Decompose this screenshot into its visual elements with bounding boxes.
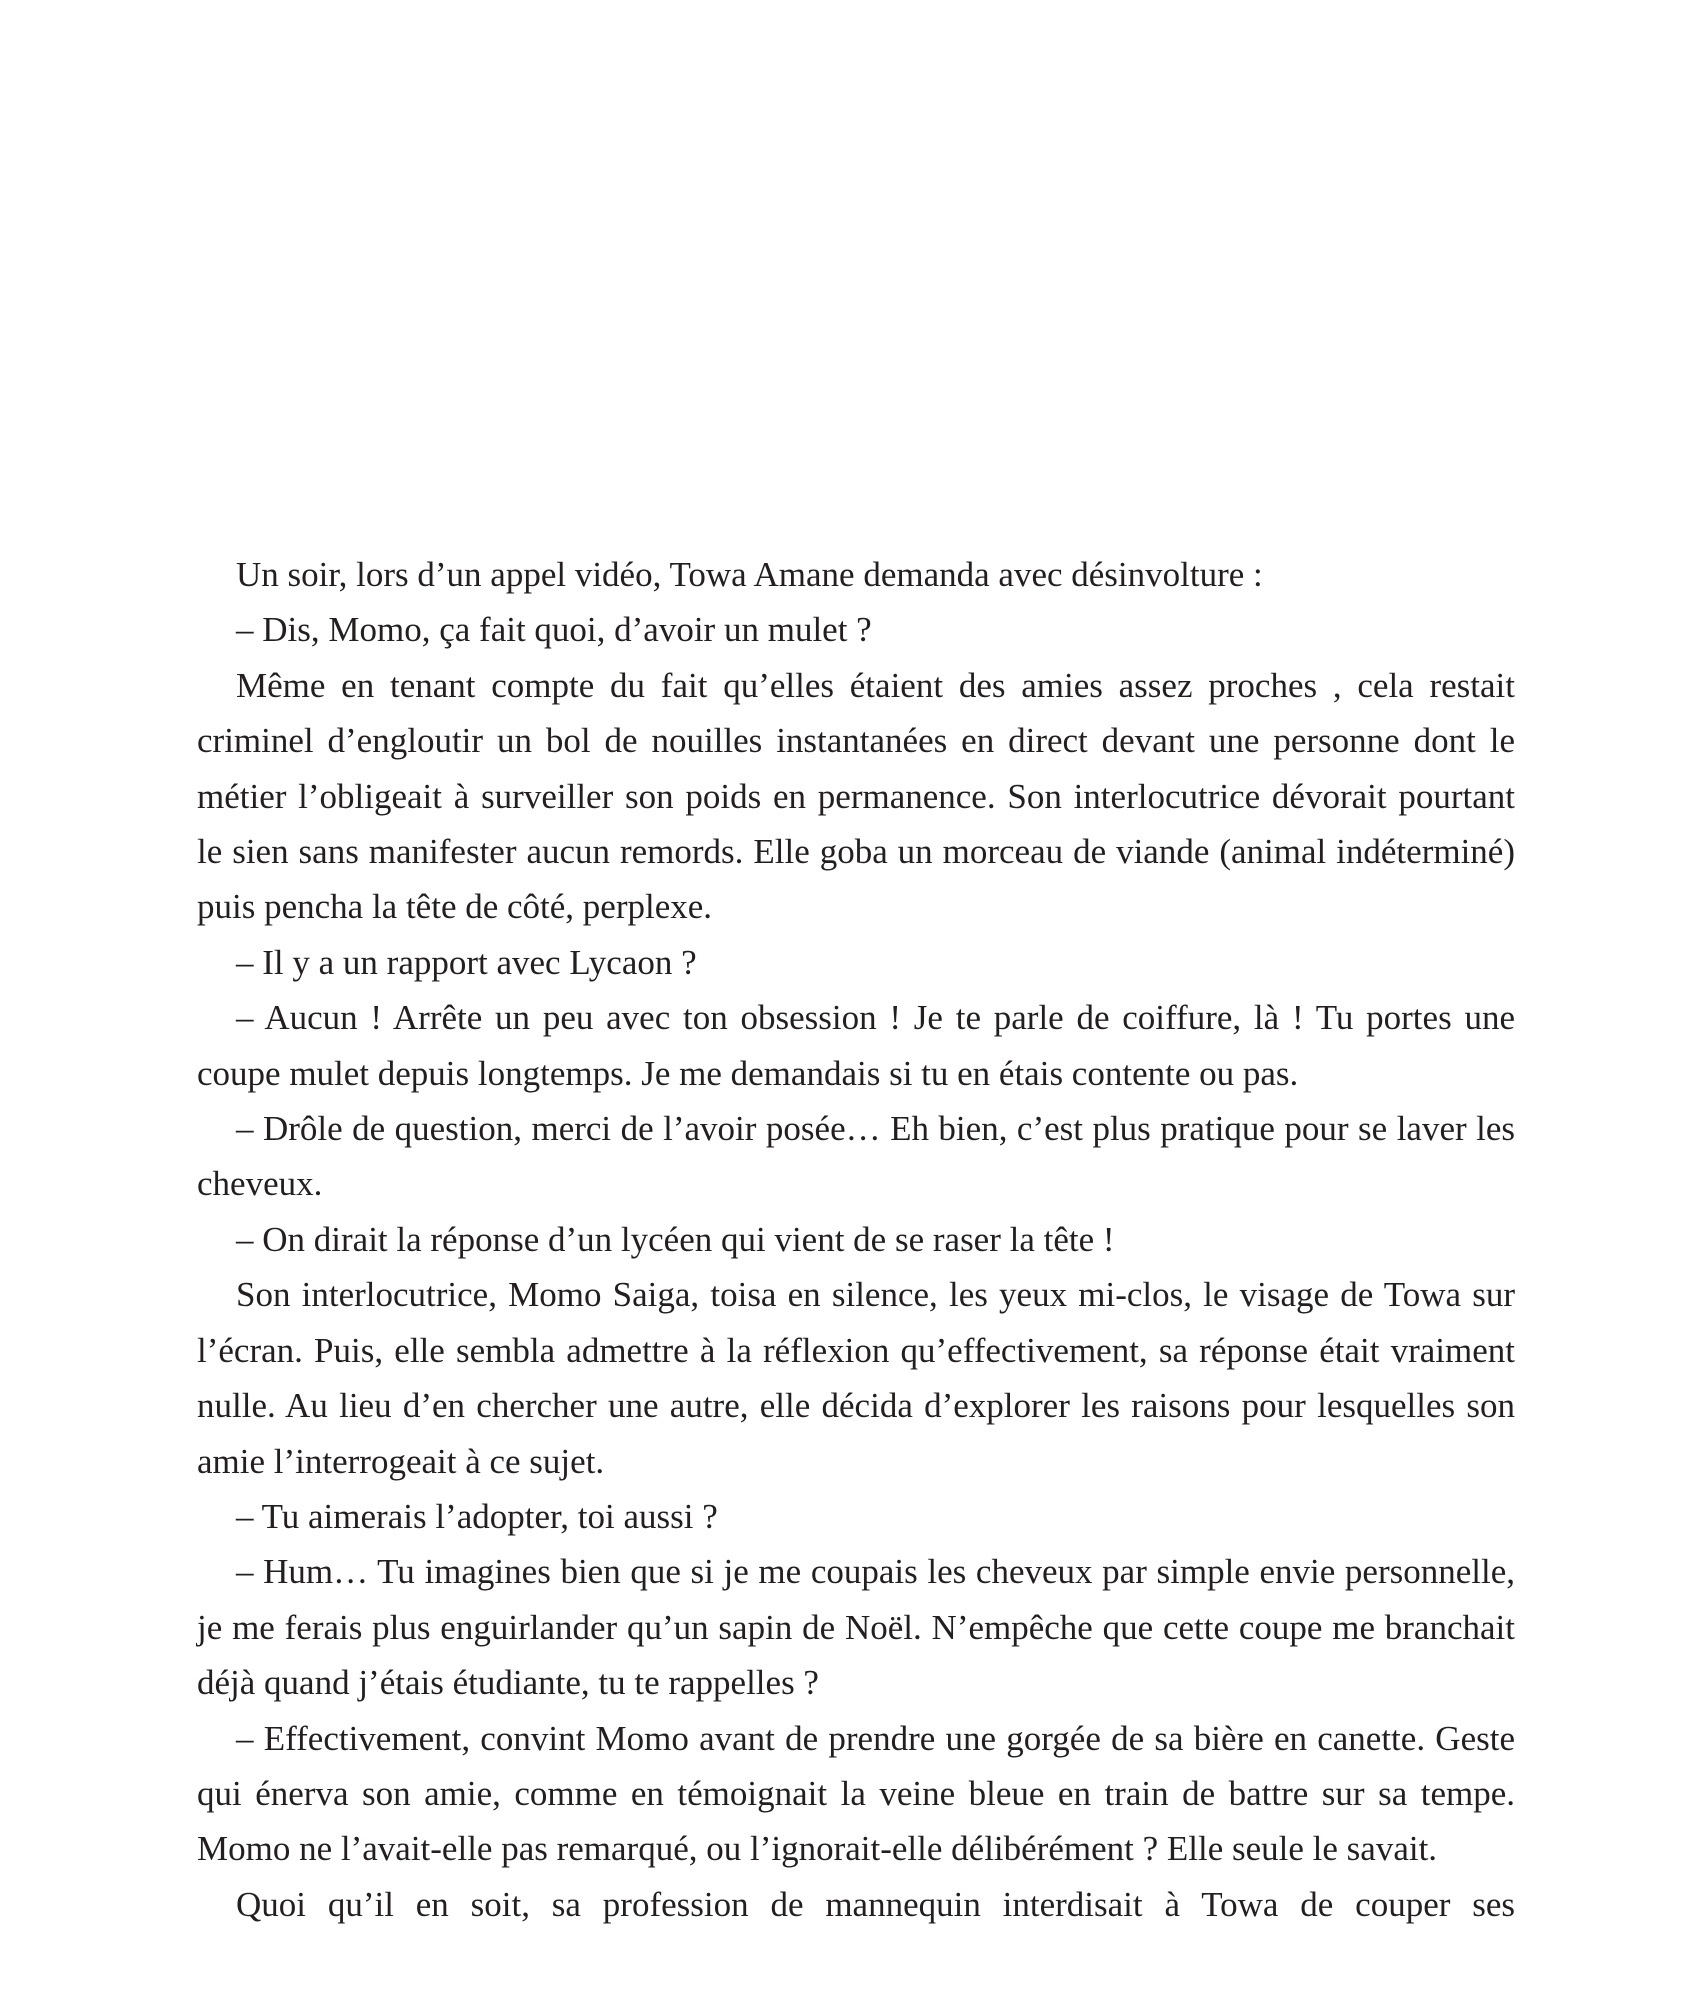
body-text bbox=[197, 547, 1515, 1932]
paragraph: Un soir, lors d’un appel vidéo, Towa Amane demanda avec désinvolture : bbox=[236, 555, 1263, 594]
paragraph: Même en tenant compte du fait qu’elles étaient des amies assez proches , cela restait criminel d’engloutir un bol de nouilles instantanées en direct devant une personne dont le métier l’obligeait à surveiller son poids en permanence. Son interlocutrice dévorait pourtant le sien sans manifester aucun remords. Elle goba un morceau de viande (animal indéterminé) puis pencha la tête de côté, perplexe. bbox=[197, 665, 1515, 927]
paragraph: Quoi qu’il en soit, sa profession de mannequin interdisait à Towa de couper ses bbox=[236, 1884, 1515, 1924]
paragraph: – Hum… Tu imagines bien que si je me coupais les cheveux par simple envie personnelle, je me ferais plus enguirlander qu’un sapin de Noël. N’empêche que cette coupe me branchait déjà quand j’étais étudiante, tu te rappelles ? bbox=[197, 1552, 1515, 1703]
paragraph: – Tu aimerais l’adopter, toi aussi ? bbox=[236, 1496, 718, 1536]
paragraph: – Il y a un rapport avec Lycaon ? bbox=[236, 942, 697, 982]
paragraph: – Effectivement, convint Momo avant de prendre une gorgée de sa bière en canette. Geste qui énerva son amie, comme en témoignait la veine bleue en train de battre sur sa tempe. Momo ne l’avait-elle pas remarqué, ou l’ignorait-elle délibérément ? Elle seule le savait. bbox=[197, 1718, 1515, 1869]
paragraph: – Drôle de question, merci de l’avoir posée… Eh bien, c’est plus pratique pour se laver les cheveux. bbox=[197, 1109, 1515, 1204]
paragraph: – Dis, Momo, ça fait quoi, d’avoir un mulet ? bbox=[236, 610, 872, 650]
paragraph: – On dirait la réponse d’un lycéen qui vient de se raser la tête ! bbox=[236, 1219, 1115, 1259]
paragraph: – Aucun ! Arrête un peu avec ton obsession ! Je te parle de coiffure, là ! Tu portes une coupe mulet depuis longtemps. Je me demandais si tu en étais contente ou pas. bbox=[197, 998, 1515, 1093]
paragraph: Son interlocutrice, Momo Saiga, toisa en silence, les yeux mi-clos, le visage de Towa sur l’écran. Puis, elle sembla admettre à la réflexion qu’effectivement, sa réponse était vraiment nulle. Au lieu d’en chercher une autre, elle décida d’explorer les raisons pour lesquelles son amie l’interrogeait à ce sujet. bbox=[197, 1275, 1515, 1481]
